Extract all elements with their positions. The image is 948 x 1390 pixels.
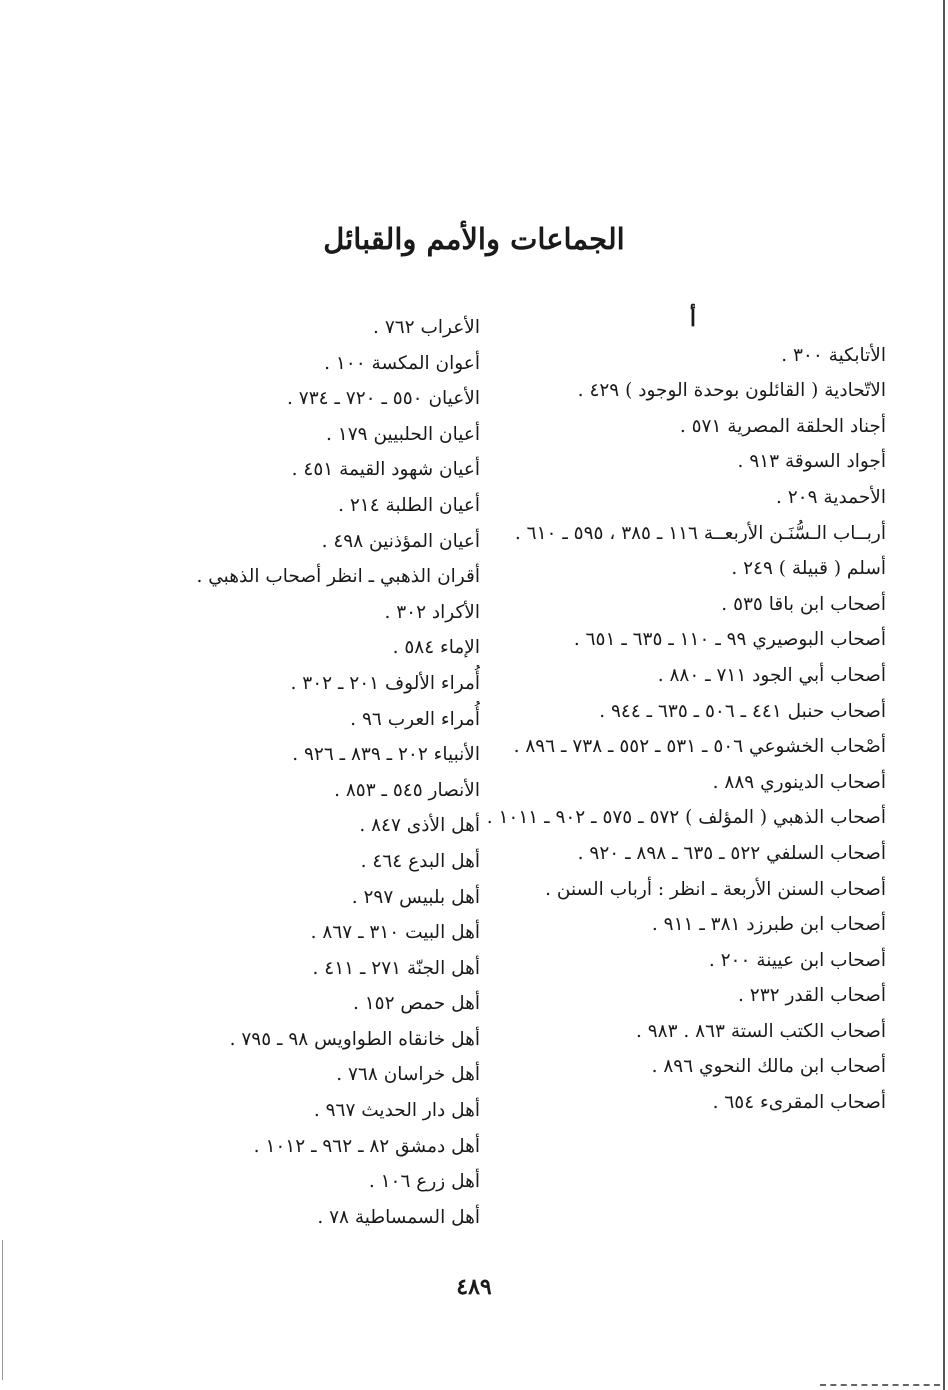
index-entry: أُمراء الألوف ٢٠١ ـ ٣٠٢ . bbox=[290, 672, 480, 694]
index-entry: أهل زرع ١٠٦ . bbox=[368, 1171, 480, 1193]
index-entry: أجواد السوقة ٩١٣ . bbox=[737, 451, 886, 473]
index-entry: الأعراب ٧٦٢ . bbox=[373, 317, 480, 338]
index-entry: أهل البيت ٣١٠ ـ ٨٦٧ . bbox=[310, 922, 480, 944]
index-entry: الأكراد ٣٠٢ . bbox=[384, 601, 480, 623]
index-entry: أصحاب ابن عيينة ٢٠٠ . bbox=[708, 949, 886, 971]
index-entry: الأعيان ٥٥٠ ـ ٧٢٠ ـ ٧٣٤ . bbox=[287, 388, 480, 410]
index-entry: أجناد الحلقة المصرية ٥٧١ . bbox=[679, 415, 886, 437]
index-entry: الأنبياء ٢٠٢ ـ ٨٣٩ ـ ٩٢٦ . bbox=[292, 744, 480, 766]
index-entry: أعيان المؤذنين ٤٩٨ . bbox=[321, 530, 480, 552]
index-entry: أصحاب الكتب الستة ٨٦٣ . ٩٨٣ . bbox=[635, 1020, 886, 1042]
index-entry: أصحاب ابن مالك النحوي ٨٩٦ . bbox=[651, 1056, 886, 1078]
section-letter: أ bbox=[689, 306, 696, 332]
index-entry: أصحاب ابن طبرزد ٣٨١ ـ ٩١١ . bbox=[651, 914, 886, 936]
index-entry: أهل الأذى ٨٤٧ . bbox=[359, 815, 480, 837]
index-entry: أصحاب السنن الأربعة ـ انظر : أرباب السنن . bbox=[545, 878, 886, 900]
index-column-left bbox=[180, 310, 480, 1235]
index-entry: أقران الذهبي ـ انظر أصحاب الذهبي . bbox=[196, 566, 480, 588]
index-entry: أربــاب الـسُّنَـن الأربعــة ١١٦ ـ ٣٨٥ ، ٥٩٥ ـ ٦١٠ . bbox=[514, 522, 886, 544]
index-entry: أعيان الحلبيين ١٧٩ . bbox=[326, 423, 480, 445]
index-entry: أصْحاب الخشوعي ٥٠٦ ـ ٥٣١ ـ ٥٥٢ ـ ٧٣٨ ـ ٨٩٦ . bbox=[513, 736, 886, 758]
index-entry: أعيان شهود القيمة ٤٥١ . bbox=[291, 459, 480, 481]
index-entry: أصحاب البوصيري ٩٩ ـ ١١٠ ـ ٦٣٥ ـ ٦٥١ . bbox=[573, 629, 886, 651]
index-entry: أصحاب الذهبي ( المؤلف ) ٥٧٢ ـ ٥٧٥ ـ ٩٠٢ ـ ١٠١١ . bbox=[486, 807, 886, 829]
scan-edge bbox=[2, 1240, 3, 1380]
index-entry: أهل البدع ٤٦٤ . bbox=[360, 850, 480, 872]
index-entry: أصحاب السلفي ٥٢٢ ـ ٦٣٥ ـ ٨٩٨ ـ ٩٢٠ . bbox=[577, 842, 886, 864]
index-entry: أصحاب حنبل ٤٤١ ـ ٥٠٦ ـ ٦٣٥ ـ ٩٤٤ . bbox=[599, 700, 886, 722]
index-entry: أهل دار الحديث ٩٦٧ . bbox=[313, 1100, 480, 1122]
index-entry: أعيان الطلبة ٢١٤ . bbox=[338, 494, 480, 516]
index-entry: أهل بلبيس ٢٩٧ . bbox=[351, 886, 480, 908]
index-entry: أهل الجنّة ٢٧١ ـ ٤١١ . bbox=[312, 957, 480, 979]
index-entry: الأنصار ٥٤٥ ـ ٨٥٣ . bbox=[334, 779, 480, 801]
index-entry: الأتابكية ٣٠٠ . bbox=[781, 344, 886, 366]
index-entry: أصحاب ابن باقا ٥٣٥ . bbox=[721, 593, 886, 615]
index-entry: الاتّحادية ( القائلون بوحدة الوجود ) ٤٢٩ . bbox=[577, 380, 886, 402]
index-entry: أهل السمساطية ٧٨ . bbox=[317, 1206, 480, 1228]
index-entry: أصحاب القدر ٢٣٢ . bbox=[738, 985, 886, 1007]
page-number: ٤٨٩ bbox=[456, 1274, 492, 1300]
index-entry: أعوان المكسة ١٠٠ . bbox=[324, 352, 480, 374]
index-entry: الأحمدية ٢٠٩ . bbox=[775, 486, 886, 508]
page-title: الجماعات والأمم والقبائل bbox=[323, 222, 625, 256]
index-entry: أهل خانقاه الطواويس ٩٨ ـ ٧٩٥ . bbox=[229, 1028, 480, 1050]
index-entry: أهل حمص ١٥٢ . bbox=[352, 993, 480, 1015]
index-entry: أهل خراسان ٧٦٨ . bbox=[336, 1064, 480, 1086]
index-entry: أصحاب المقرىء ٦٥٤ . bbox=[712, 1092, 886, 1114]
index-entry: أصحاب الدينوري ٨٨٩ . bbox=[712, 771, 886, 793]
index-entry: أسلم ( قبيلة ) ٢٤٩ . bbox=[731, 558, 886, 580]
index-column-right bbox=[456, 302, 886, 1121]
scan-artifact bbox=[820, 1384, 940, 1386]
index-entry: أصحاب أبي الجود ٧١١ ـ ٨٨٠ . bbox=[657, 664, 886, 686]
index-entry: أهل دمشق ٨٢ ـ ٩٦٢ ـ ١٠١٢ . bbox=[253, 1135, 480, 1157]
index-entry: الإماء ٥٨٤ . bbox=[392, 637, 480, 659]
page-edge bbox=[943, 0, 945, 1390]
index-entry: أُمراء العرب ٩٦ . bbox=[350, 708, 480, 730]
